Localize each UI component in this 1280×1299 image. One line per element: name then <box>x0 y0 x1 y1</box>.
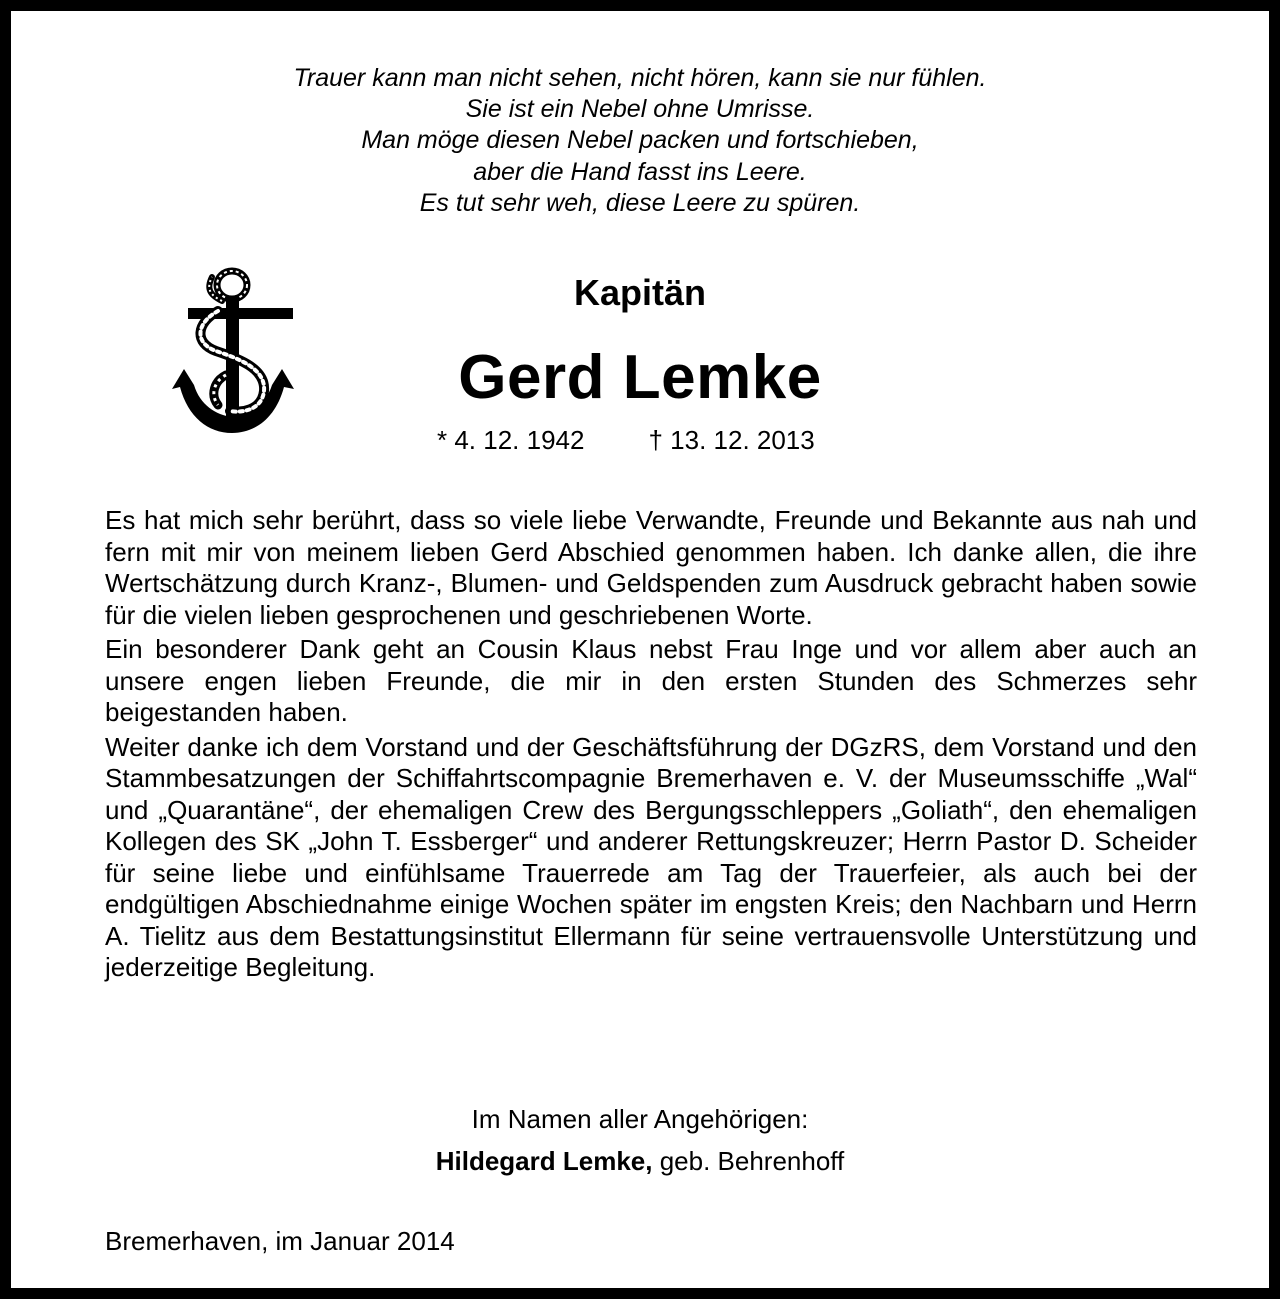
rank-title: Kapitän <box>573 272 706 313</box>
closing-line: Im Namen aller Angehörigen: <box>471 1104 809 1134</box>
birth-date: * 4. 12. 1942 <box>437 425 585 455</box>
signature-name: Hildegard Lemke, <box>435 1146 653 1176</box>
poem-line: Sie ist ein Nebel ohne Umrisse. <box>465 95 815 124</box>
paragraph: Ein besonderer Dank geht an Cousin Klaus nebst Frau Inge und vor allem aber auch an unsere engen lieben Freunde, die mir in den ersten Stunden des Schmerzes sehr beigestanden haben. <box>105 634 1197 727</box>
paragraph: Es hat mich sehr berührt, dass so viele liebe Verwandte, Freunde und Bekannte aus nah und fern mit mir von meinem lieben Gerd Abschied genommen haben. Ich danke allen, die ihre Wertschätzung durch Kranz-, Blumen- und Geldspenden zum Ausdruck gebracht haben sowie für die vielen lieben gesprochenen und geschriebenen Worte. <box>105 505 1197 630</box>
life-dates <box>437 424 815 456</box>
deceased-name: Gerd Lemke <box>458 343 822 412</box>
poem-line: aber die Hand fasst ins Leere. <box>473 157 807 186</box>
poem-line: Es tut sehr weh, diese Leere zu spüren. <box>419 188 861 217</box>
paragraph: Weiter danke ich dem Vorstand und der Geschäftsführung der DGzRS, dem Vorstand und den Stammbesatzungen der Schiffahrtscompagnie Bremerhaven e. V. der Museumsschiffe „Wal“ und „Quarantäne“, der ehemaligen Crew des Bergungsschleppers „Goliath“, den ehemaligen Kollegen des SK „John T. Essberger“ und anderer Rettungskreuzer; Herrn Pastor D. Scheider für seine liebe und einfühlsame Trauerrede am Tag der Trauerfeier, als auch bei der endgültigen Abschiednahme einige Wochen später im engsten Kreis; den Nachbarn und Herrn A. Tielitz aus dem Bestattungsinstitut Ellermann für seine vertrauensvolle Unterstützung und jederzeitige Begleitung. <box>105 731 1197 982</box>
death-date: † 13. 12. 2013 <box>648 425 815 455</box>
signature-suffix: geb. Behrenhoff <box>652 1146 845 1176</box>
poem-line: Trauer kann man nicht sehen, nicht hören, kann sie nur fühlen. <box>293 64 987 92</box>
place-date: Bremerhaven, im Januar 2014 <box>105 1226 455 1256</box>
thanks-text <box>105 505 1197 987</box>
poem-line: Man möge diesen Nebel packen und fortschieben, <box>361 126 919 155</box>
signature <box>22 1146 1258 1177</box>
poem <box>22 63 1258 219</box>
